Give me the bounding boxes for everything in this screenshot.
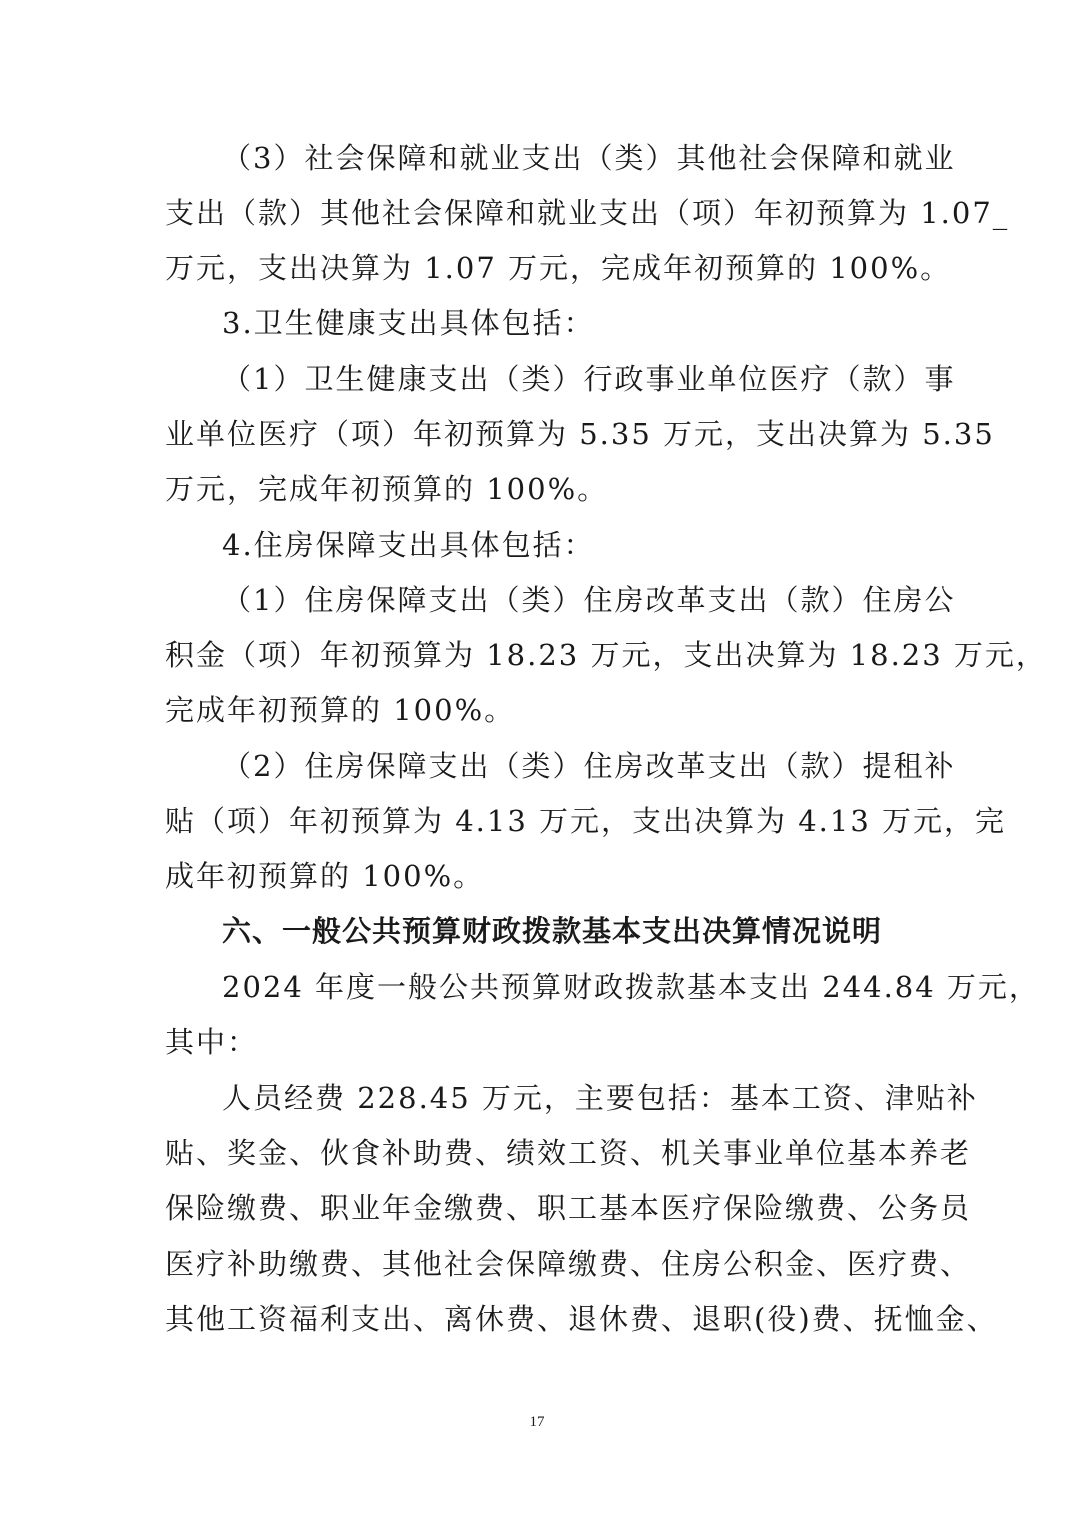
page-number: 17 (529, 1414, 545, 1430)
paragraph-line: 其中： (165, 1025, 259, 1059)
paragraph-line: 完成年初预算的 100%。 (165, 693, 516, 727)
paragraph-line: 2024 年度一般公共预算财政拨款基本支出 244.84 万元， (222, 970, 1040, 1004)
paragraph-line: 积金（项）年初预算为 18.23 万元，支出决算为 18.23 万元， (165, 638, 1047, 672)
section-heading: 六、一般公共预算财政拨款基本支出决算情况说明 (222, 914, 883, 948)
paragraph-line: 业单位医疗（项）年初预算为 5.35 万元，支出决算为 5.35 (165, 417, 995, 451)
paragraph-line: 成年初预算的 100%。 (165, 859, 485, 893)
paragraph-line: （2）住房保障支出（类）住房改革支出（款）提租补 (222, 749, 956, 783)
paragraph-line: 万元，完成年初预算的 100%。 (165, 472, 609, 506)
paragraph-line: （3）社会保障和就业支出（类）其他社会保障和就业 (222, 141, 956, 175)
section-subheading: 3.卫生健康支出具体包括： (222, 306, 595, 340)
paragraph-line: （1）卫生健康支出（类）行政事业单位医疗（款）事 (222, 362, 956, 396)
paragraph-line: 人员经费 228.45 万元，主要包括：基本工资、津贴补 (222, 1081, 978, 1115)
paragraph-line: 医疗补助缴费、其他社会保障缴费、住房公积金、医疗费、 (165, 1247, 972, 1281)
paragraph-line: （1）住房保障支出（类）住房改革支出（款）住房公 (222, 583, 956, 617)
paragraph-line: 支出（款）其他社会保障和就业支出（项）年初预算为 1.07_ (165, 196, 1010, 230)
paragraph-line: 其他工资福利支出、离休费、退休费、退职(役)费、抚恤金、 (165, 1302, 998, 1336)
section-subheading: 4.住房保障支出具体包括： (222, 528, 595, 562)
paragraph-line: 贴、奖金、伙食补助费、绩效工资、机关事业单位基本养老 (165, 1136, 972, 1170)
paragraph-line: 贴（项）年初预算为 4.13 万元，支出决算为 4.13 万元，完 (165, 804, 1007, 838)
paragraph-line: 万元，支出决算为 1.07 万元，完成年初预算的 100%。 (165, 251, 952, 285)
paragraph-line: 保险缴费、职业年金缴费、职工基本医疗保险缴费、公务员 (165, 1191, 972, 1225)
